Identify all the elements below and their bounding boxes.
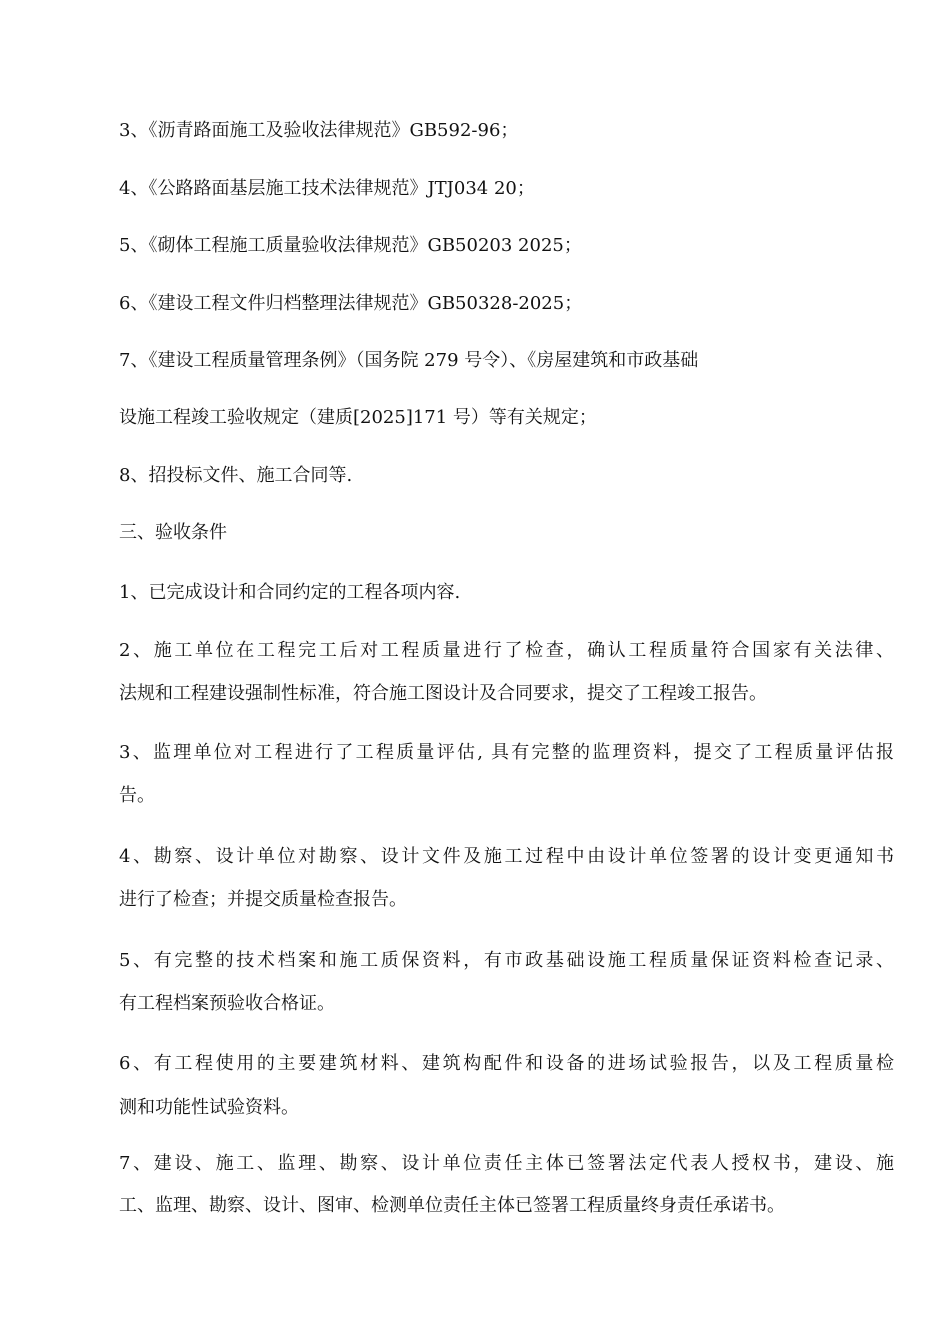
reference-item-7-line-1: 7、《建设工程质量管理条例》（国务院 279 号令）、《房屋建筑和市政基础 [119, 350, 699, 371]
condition-item-5-line-2: 有工程档案预验收合格证。 [119, 993, 335, 1014]
condition-item-3-line-2: 告。 [119, 785, 155, 806]
section-heading-acceptance-conditions: 三、验收条件 [119, 522, 227, 543]
condition-item-7-line-1: 7、建设、施工、监理、勘察、设计单位责任主体已签署法定代表人授权书，建设、施 [119, 1153, 894, 1174]
condition-item-4-line-1: 4、勘察、设计单位对勘察、设计文件及施工过程中由设计单位签署的设计变更通知书 [119, 846, 894, 867]
condition-item-2-line-1: 2、施工单位在工程完工后对工程质量进行了检查，确认工程质量符合国家有关法律、 [119, 640, 894, 661]
condition-item-6-line-2: 测和功能性试验资料。 [119, 1097, 299, 1118]
condition-item-7-line-2: 工、监理、勘察、设计、图审、检测单位责任主体已签署工程质量终身责任承诺书。 [119, 1195, 785, 1216]
condition-item-5-line-1: 5、有完整的技术档案和施工质保资料，有市政基础设施工程质量保证资料检查记录、 [119, 950, 894, 971]
reference-item-8: 8、招投标文件、施工合同等. [119, 465, 353, 486]
condition-item-4-line-2: 进行了检查；并提交质量检查报告。 [119, 889, 407, 910]
reference-item-5: 5、《砌体工程施工质量验收法律规范》GB50203 2025； [119, 235, 582, 256]
condition-item-6-line-1: 6、有工程使用的主要建筑材料、建筑构配件和设备的进场试验报告，以及工程质量检 [119, 1053, 894, 1074]
reference-item-4: 4、《公路路面基层施工技术法律规范》JTJ034 20； [119, 178, 535, 199]
condition-item-2-line-2: 法规和工程建设强制性标准，符合施工图设计及合同要求，提交了工程竣工报告。 [119, 683, 767, 704]
reference-item-7-line-2: 设施工程竣工验收规定（建质[2025]171 号）等有关规定； [119, 407, 597, 428]
condition-item-1: 1、已完成设计和合同约定的工程各项内容. [119, 582, 461, 603]
reference-item-6: 6、《建设工程文件归档整理法律规范》GB50328-2025； [119, 293, 583, 314]
reference-item-3: 3、《沥青路面施工及验收法律规范》GB592-96； [119, 120, 519, 141]
condition-item-3-line-1: 3、监理单位对工程进行了工程质量评估, 具有完整的监理资料，提交了工程质量评估报 [119, 742, 894, 763]
